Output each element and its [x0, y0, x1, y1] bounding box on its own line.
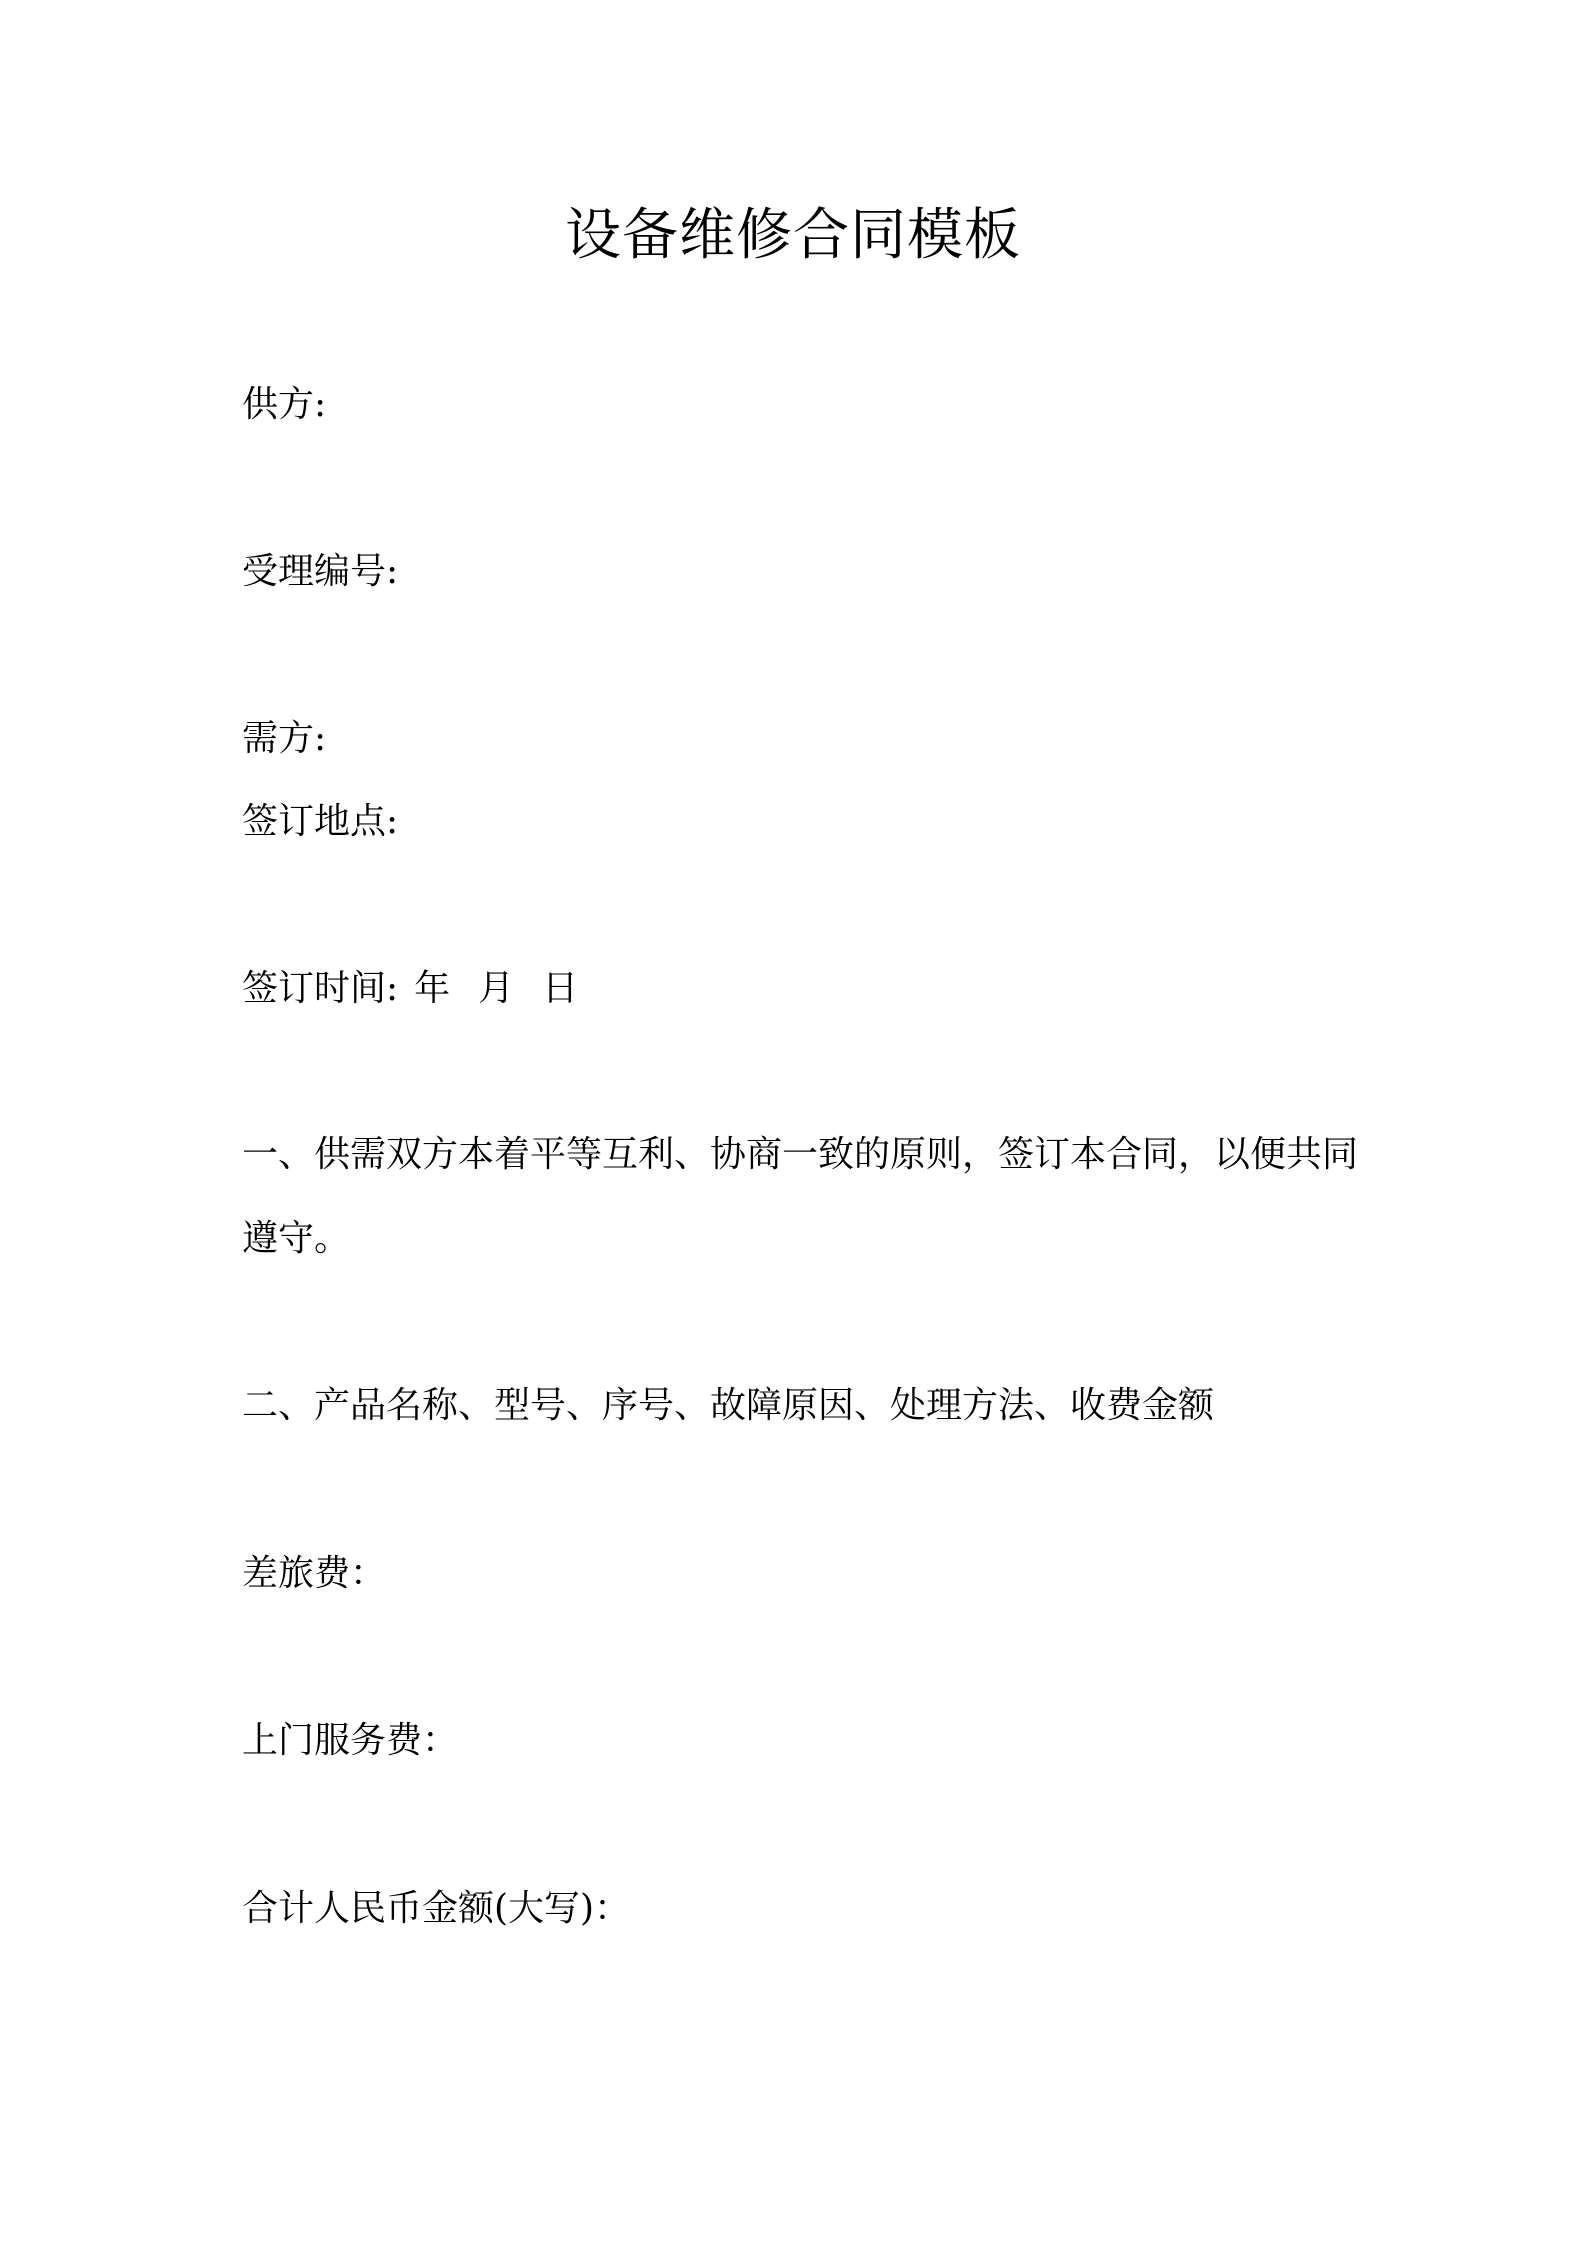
day-label: 日	[542, 968, 579, 1009]
travel-fee-label: 差旅费：	[242, 1553, 387, 1594]
clause-1: 一、供需双方本着平等互利、协商一致的原则，签订本合同，以便共同遵守。	[242, 1134, 1359, 1259]
supplier-label: 供方:	[242, 384, 327, 425]
onsite-service-fee-label: 上门服务费：	[242, 1720, 459, 1761]
signing-time-label: 签订时间:	[242, 968, 399, 1009]
clause-2: 二、产品名称、型号、序号、故障原因、处理方法、收费金额	[242, 1385, 1215, 1426]
year-label: 年	[414, 968, 451, 1009]
document-title: 设备维修合同模板	[565, 203, 1021, 268]
total-amount-label: 合计人民币金额(大写)：	[242, 1888, 631, 1929]
buyer-label: 需方:	[242, 718, 327, 759]
month-label: 月	[478, 968, 515, 1009]
acceptance-number-label: 受理编号:	[242, 551, 399, 592]
signing-time-line	[242, 964, 578, 1014]
signing-place-label: 签订地点:	[242, 801, 399, 842]
